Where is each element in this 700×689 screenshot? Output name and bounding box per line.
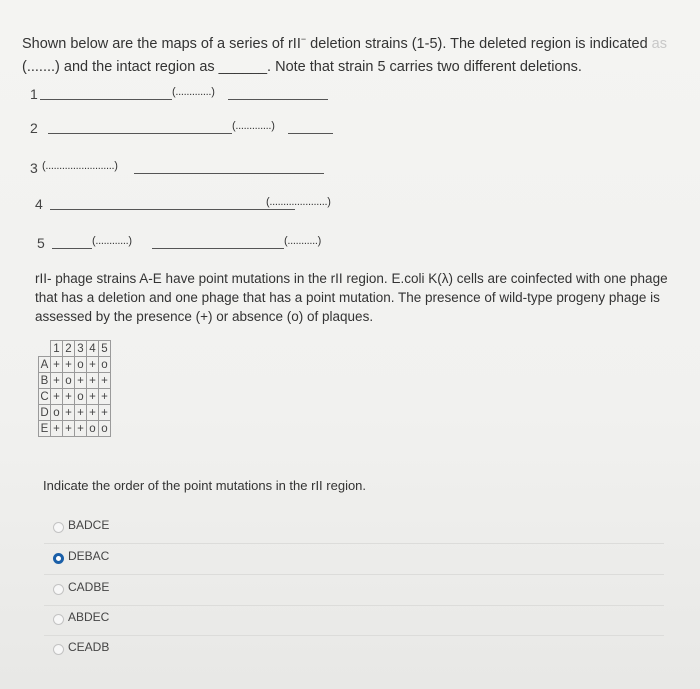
intact-region [134,160,324,174]
table-cell: + [51,389,63,405]
answer-option[interactable] [44,575,664,606]
deleted-region: (.........................) [42,160,118,172]
intact-region [48,120,232,134]
table-cell: 1 [51,341,63,357]
intro-line1: Shown below are the maps of a series of rII [22,35,301,52]
strain-number: 3 [30,160,38,176]
deleted-region: (.....................) [266,196,331,208]
strain-number: 2 [30,120,38,136]
table-row [39,421,111,437]
option-label[interactable]: CEADB [68,640,110,654]
intro-line1b: deletion strains (1-5). The deleted region is indicated [306,35,648,52]
radio-button[interactable] [53,522,64,533]
table-cell: + [51,373,63,389]
table-cell: o [75,389,87,405]
complementation-table [38,340,111,437]
table-cell: 3 [75,341,87,357]
table-cell: + [87,357,99,373]
radio-button[interactable] [53,614,64,625]
intact-region [152,235,284,249]
question-text: rII- phage strains A-E have point mutations in the rII region. E.coli K(λ) cells are coinfected with one phage that has a deletion and one phage that has a point mutation. The presence of wild-type progeny phage is assessed by the presence (+) or absence (o) of plaques. [35,271,668,324]
table-row [39,357,111,373]
deleted-region: (.............) [232,120,275,132]
table-cell: + [99,389,111,405]
table-cell: 5 [99,341,111,357]
table-cell: o [99,357,111,373]
radio-button-selected[interactable] [53,553,64,564]
prompt-text: Indicate the order of the point mutations in the rII region. [43,478,367,493]
table-cell: + [87,405,99,421]
table-cell: + [63,357,75,373]
table-row [39,389,111,405]
strain-map-3 [30,160,340,184]
intro-faded-word: as [647,35,667,52]
option-label[interactable]: ABDEC [68,610,110,624]
table-cell: + [75,421,87,437]
table-cell: D [40,406,49,419]
table-cell: o [75,357,87,373]
option-label[interactable]: DEBAC [68,549,110,563]
answer-option[interactable] [44,635,664,665]
deleted-region: (.............) [172,86,215,98]
table-cell [39,341,51,357]
table-cell: + [87,373,99,389]
table-row [39,405,111,421]
intro-line2: (.......) and the intact region as ______. Note that strain 5 carries two different deletions. [22,58,582,75]
strain-map-2 [30,120,340,144]
strain-number: 1 [30,86,38,102]
strain-map-4 [30,196,340,220]
table-cell: + [51,421,63,437]
table-cell: o [63,373,75,389]
option-label[interactable]: CADBE [68,580,110,594]
intact-region [288,120,333,134]
answer-option-selected[interactable] [44,544,664,575]
table-cell: A [39,357,51,373]
table-cell: + [99,373,111,389]
table-cell: + [75,373,87,389]
answer-option[interactable] [44,513,664,544]
table-cell: + [63,389,75,405]
option-label[interactable]: BADCE [68,518,110,532]
table-cell: o [87,421,99,437]
table-cell: + [87,389,99,405]
table-cell: E [39,421,51,437]
table-cell: 4 [87,341,99,357]
deleted-region-a: (............) [92,235,132,247]
table-cell: o [51,405,63,421]
table-cell: 2 [63,341,75,357]
strain-number: 5 [37,235,45,251]
intact-region [228,86,328,100]
table-cell: + [51,357,63,373]
table-cell: C [40,390,49,403]
intact-region [50,196,295,210]
radio-button[interactable] [53,644,64,655]
intact-region [40,86,172,100]
intro-text [22,28,682,79]
strain-number: 4 [35,196,43,212]
strain-map-1 [30,86,340,110]
table-row [39,373,111,389]
table-cell: o [99,421,111,437]
table-cell: + [75,405,87,421]
table-header-row [39,341,111,357]
intact-region [52,235,92,249]
answer-option[interactable] [44,605,664,636]
table-cell: + [99,405,111,421]
table-cell: B [39,373,51,389]
deleted-region-b: (...........) [284,235,322,247]
table-cell: + [63,421,75,437]
strain-map-5 [30,235,340,259]
table-cell: + [63,405,75,421]
radio-button[interactable] [53,584,64,595]
superscript-minus: − [300,34,307,44]
